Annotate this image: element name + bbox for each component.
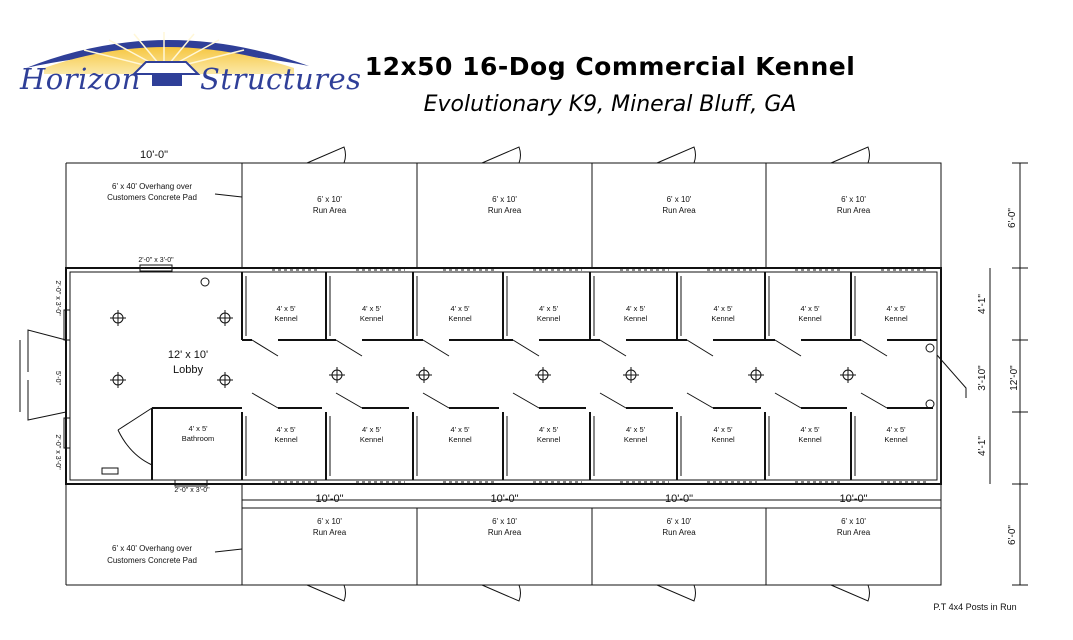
kennel-size-label: 4' x 5' bbox=[538, 425, 559, 434]
logo-word-horizon: Horizon bbox=[20, 62, 141, 96]
overhang-top-note-line1: 6' x 40' Overhang over bbox=[112, 182, 192, 191]
kennel-door-bottom bbox=[861, 393, 887, 408]
overhang-bottom-arrow bbox=[215, 549, 242, 552]
kennel-door-top bbox=[861, 340, 887, 356]
kennel-label: Kennel bbox=[798, 314, 822, 323]
run-area-label: Run Area bbox=[312, 206, 347, 215]
kennel-size-label: 4' x 5' bbox=[538, 304, 559, 313]
kennel-size-label: 4' x 5' bbox=[625, 425, 646, 434]
kennel-door-bottom bbox=[513, 393, 539, 408]
kennel-door-bottom bbox=[600, 393, 626, 408]
lobby-door-leaf-bottom bbox=[28, 380, 66, 420]
dim-bottom-width-label: 10'-0" bbox=[490, 493, 519, 505]
kennel-door-top bbox=[775, 340, 801, 356]
run-area-top bbox=[417, 163, 592, 268]
run-area-size-label: 6' x 10' bbox=[492, 195, 517, 204]
kennel-door-top bbox=[687, 340, 713, 356]
run-area-size-label: 6' x 10' bbox=[317, 195, 342, 204]
dim-right-bottom-label: 6'-0" bbox=[1007, 525, 1018, 545]
kennel-size-label: 4' x 5' bbox=[625, 304, 646, 313]
kennel-size-label: 4' x 5' bbox=[713, 425, 733, 434]
kennel-label: Kennel bbox=[884, 314, 908, 323]
kennel-label: Kennel bbox=[359, 435, 384, 444]
run-area-size-label: 6' x 10' bbox=[841, 517, 866, 526]
right-fixture-top bbox=[926, 344, 934, 352]
dim-top-width-label: 10'-0" bbox=[139, 149, 169, 161]
kennel-label: Kennel bbox=[536, 314, 561, 323]
overhang-bottom-note-line2: Customers Concrete Pad bbox=[107, 556, 197, 565]
bathroom-size-label: 4' x 5' bbox=[188, 424, 208, 433]
run-area-label: Run Area bbox=[836, 528, 871, 537]
run-gate-bottom bbox=[482, 585, 521, 601]
outlet-icon bbox=[201, 278, 209, 286]
kennel-door-top bbox=[423, 340, 449, 356]
kennel-size-label: 4' x 5' bbox=[361, 425, 382, 434]
run-gate-top bbox=[657, 147, 696, 163]
dim-bottom-width-label: 10'-0" bbox=[664, 493, 694, 505]
kennel-label: Kennel bbox=[623, 435, 648, 444]
lobby-size-label: 12' x 10' bbox=[167, 349, 209, 361]
lobby-label: Lobby bbox=[173, 364, 203, 376]
toilet-icon bbox=[102, 468, 118, 474]
kennel-door-top bbox=[336, 340, 362, 356]
lobby-door-dimension: 5'-0" bbox=[54, 371, 61, 385]
kennel-size-label: 4' x 5' bbox=[800, 425, 820, 434]
kennel-label: Kennel bbox=[274, 314, 298, 323]
kennel-size-label: 4' x 5' bbox=[276, 425, 296, 434]
window-bottom-dimension: 2'-0" x 3'-0" bbox=[174, 487, 210, 494]
dim-right-aisle-label: 3'-10" bbox=[977, 365, 988, 391]
page-subtitle: Evolutionary K9, Mineral Bluff, GA bbox=[423, 92, 797, 117]
lobby-door-leaf-top bbox=[28, 330, 66, 372]
run-gate-bottom bbox=[307, 585, 346, 601]
kennel-label: Kennel bbox=[798, 435, 822, 444]
run-area-size-label: 6' x 10' bbox=[666, 195, 692, 204]
kennel-size-label: 4' x 5' bbox=[450, 304, 470, 313]
overhang-bottom-note-line1: 6' x 40' Overhang over bbox=[112, 544, 192, 553]
run-area-label: Run Area bbox=[662, 528, 696, 537]
run-area-label: Run Area bbox=[487, 528, 522, 537]
run-gate-top bbox=[307, 147, 346, 163]
kennel-door-bottom bbox=[252, 393, 278, 408]
run-area-top bbox=[592, 163, 766, 268]
kennel-label: Kennel bbox=[274, 435, 298, 444]
right-fixture-bottom bbox=[926, 400, 934, 408]
run-area-size-label: 6' x 10' bbox=[841, 195, 866, 204]
run-gate-bottom bbox=[831, 585, 870, 601]
kennel-door-top bbox=[600, 340, 626, 356]
run-area-size-label: 6' x 10' bbox=[492, 517, 517, 526]
dim-bottom-width-label: 10'-0" bbox=[839, 493, 868, 505]
page-title: 12x50 16-Dog Commercial Kennel bbox=[364, 52, 856, 81]
dim-right-kennel-bottom-label: 4'-1" bbox=[977, 436, 988, 456]
kennel-label: Kennel bbox=[536, 435, 561, 444]
kennel-label: Kennel bbox=[359, 314, 384, 323]
kennel-door-bottom bbox=[687, 393, 713, 408]
run-area-top bbox=[766, 163, 941, 268]
run-gate-top bbox=[831, 147, 870, 163]
bathroom-door-swing bbox=[118, 430, 152, 465]
kennel-door-bottom bbox=[336, 393, 362, 408]
run-area-label: Run Area bbox=[312, 528, 347, 537]
kennel-size-label: 4' x 5' bbox=[800, 304, 820, 313]
run-area-size-label: 6' x 10' bbox=[666, 517, 692, 526]
window-top-dimension: 2'-0" x 3'-0" bbox=[138, 257, 174, 264]
run-area-label: Run Area bbox=[836, 206, 871, 215]
bathroom-label: Bathroom bbox=[181, 434, 215, 443]
run-area-top bbox=[242, 163, 417, 268]
run-area-size-label: 6' x 10' bbox=[317, 517, 342, 526]
run-area-label: Run Area bbox=[662, 206, 696, 215]
window-left-2-dimension: 2'-0" x 3'-0" bbox=[54, 434, 61, 470]
kennel-label: Kennel bbox=[711, 435, 735, 444]
logo-word-structures: Structures bbox=[200, 62, 362, 96]
overhang-top-arrow bbox=[215, 194, 242, 197]
kennel-size-label: 4' x 5' bbox=[713, 304, 733, 313]
kennel-door-top bbox=[252, 340, 278, 356]
posts-note: P.T 4x4 Posts in Run bbox=[933, 602, 1017, 612]
kennel-label: Kennel bbox=[623, 314, 648, 323]
run-area-label: Run Area bbox=[487, 206, 522, 215]
dim-bottom-width-label: 10'-0" bbox=[315, 493, 344, 505]
kennel-label: Kennel bbox=[884, 435, 908, 444]
overhang-top-note-line2: Customers Concrete Pad bbox=[107, 193, 197, 202]
dim-right-total-label: 12'-0" bbox=[1009, 365, 1020, 391]
kennel-door-bottom bbox=[423, 393, 449, 408]
kennel-label: Kennel bbox=[448, 435, 472, 444]
kennel-size-label: 4' x 5' bbox=[361, 304, 382, 313]
kennel-door-top bbox=[513, 340, 539, 356]
run-gate-bottom bbox=[657, 585, 696, 601]
dim-right-top-label: 6'-0" bbox=[1007, 208, 1018, 228]
kennel-size-label: 4' x 5' bbox=[886, 304, 906, 313]
kennel-size-label: 4' x 5' bbox=[276, 304, 296, 313]
bathroom-door bbox=[118, 408, 152, 430]
kennel-size-label: 4' x 5' bbox=[886, 425, 906, 434]
window-left-1-dimension: 2'-0" x 3'-0" bbox=[54, 280, 61, 316]
dim-right-kennel-top-label: 4'-1" bbox=[977, 294, 988, 314]
kennel-label: Kennel bbox=[448, 314, 472, 323]
kennel-door-bottom bbox=[775, 393, 801, 408]
run-gate-top bbox=[482, 147, 521, 163]
kennel-label: Kennel bbox=[711, 314, 735, 323]
kennel-size-label: 4' x 5' bbox=[450, 425, 470, 434]
